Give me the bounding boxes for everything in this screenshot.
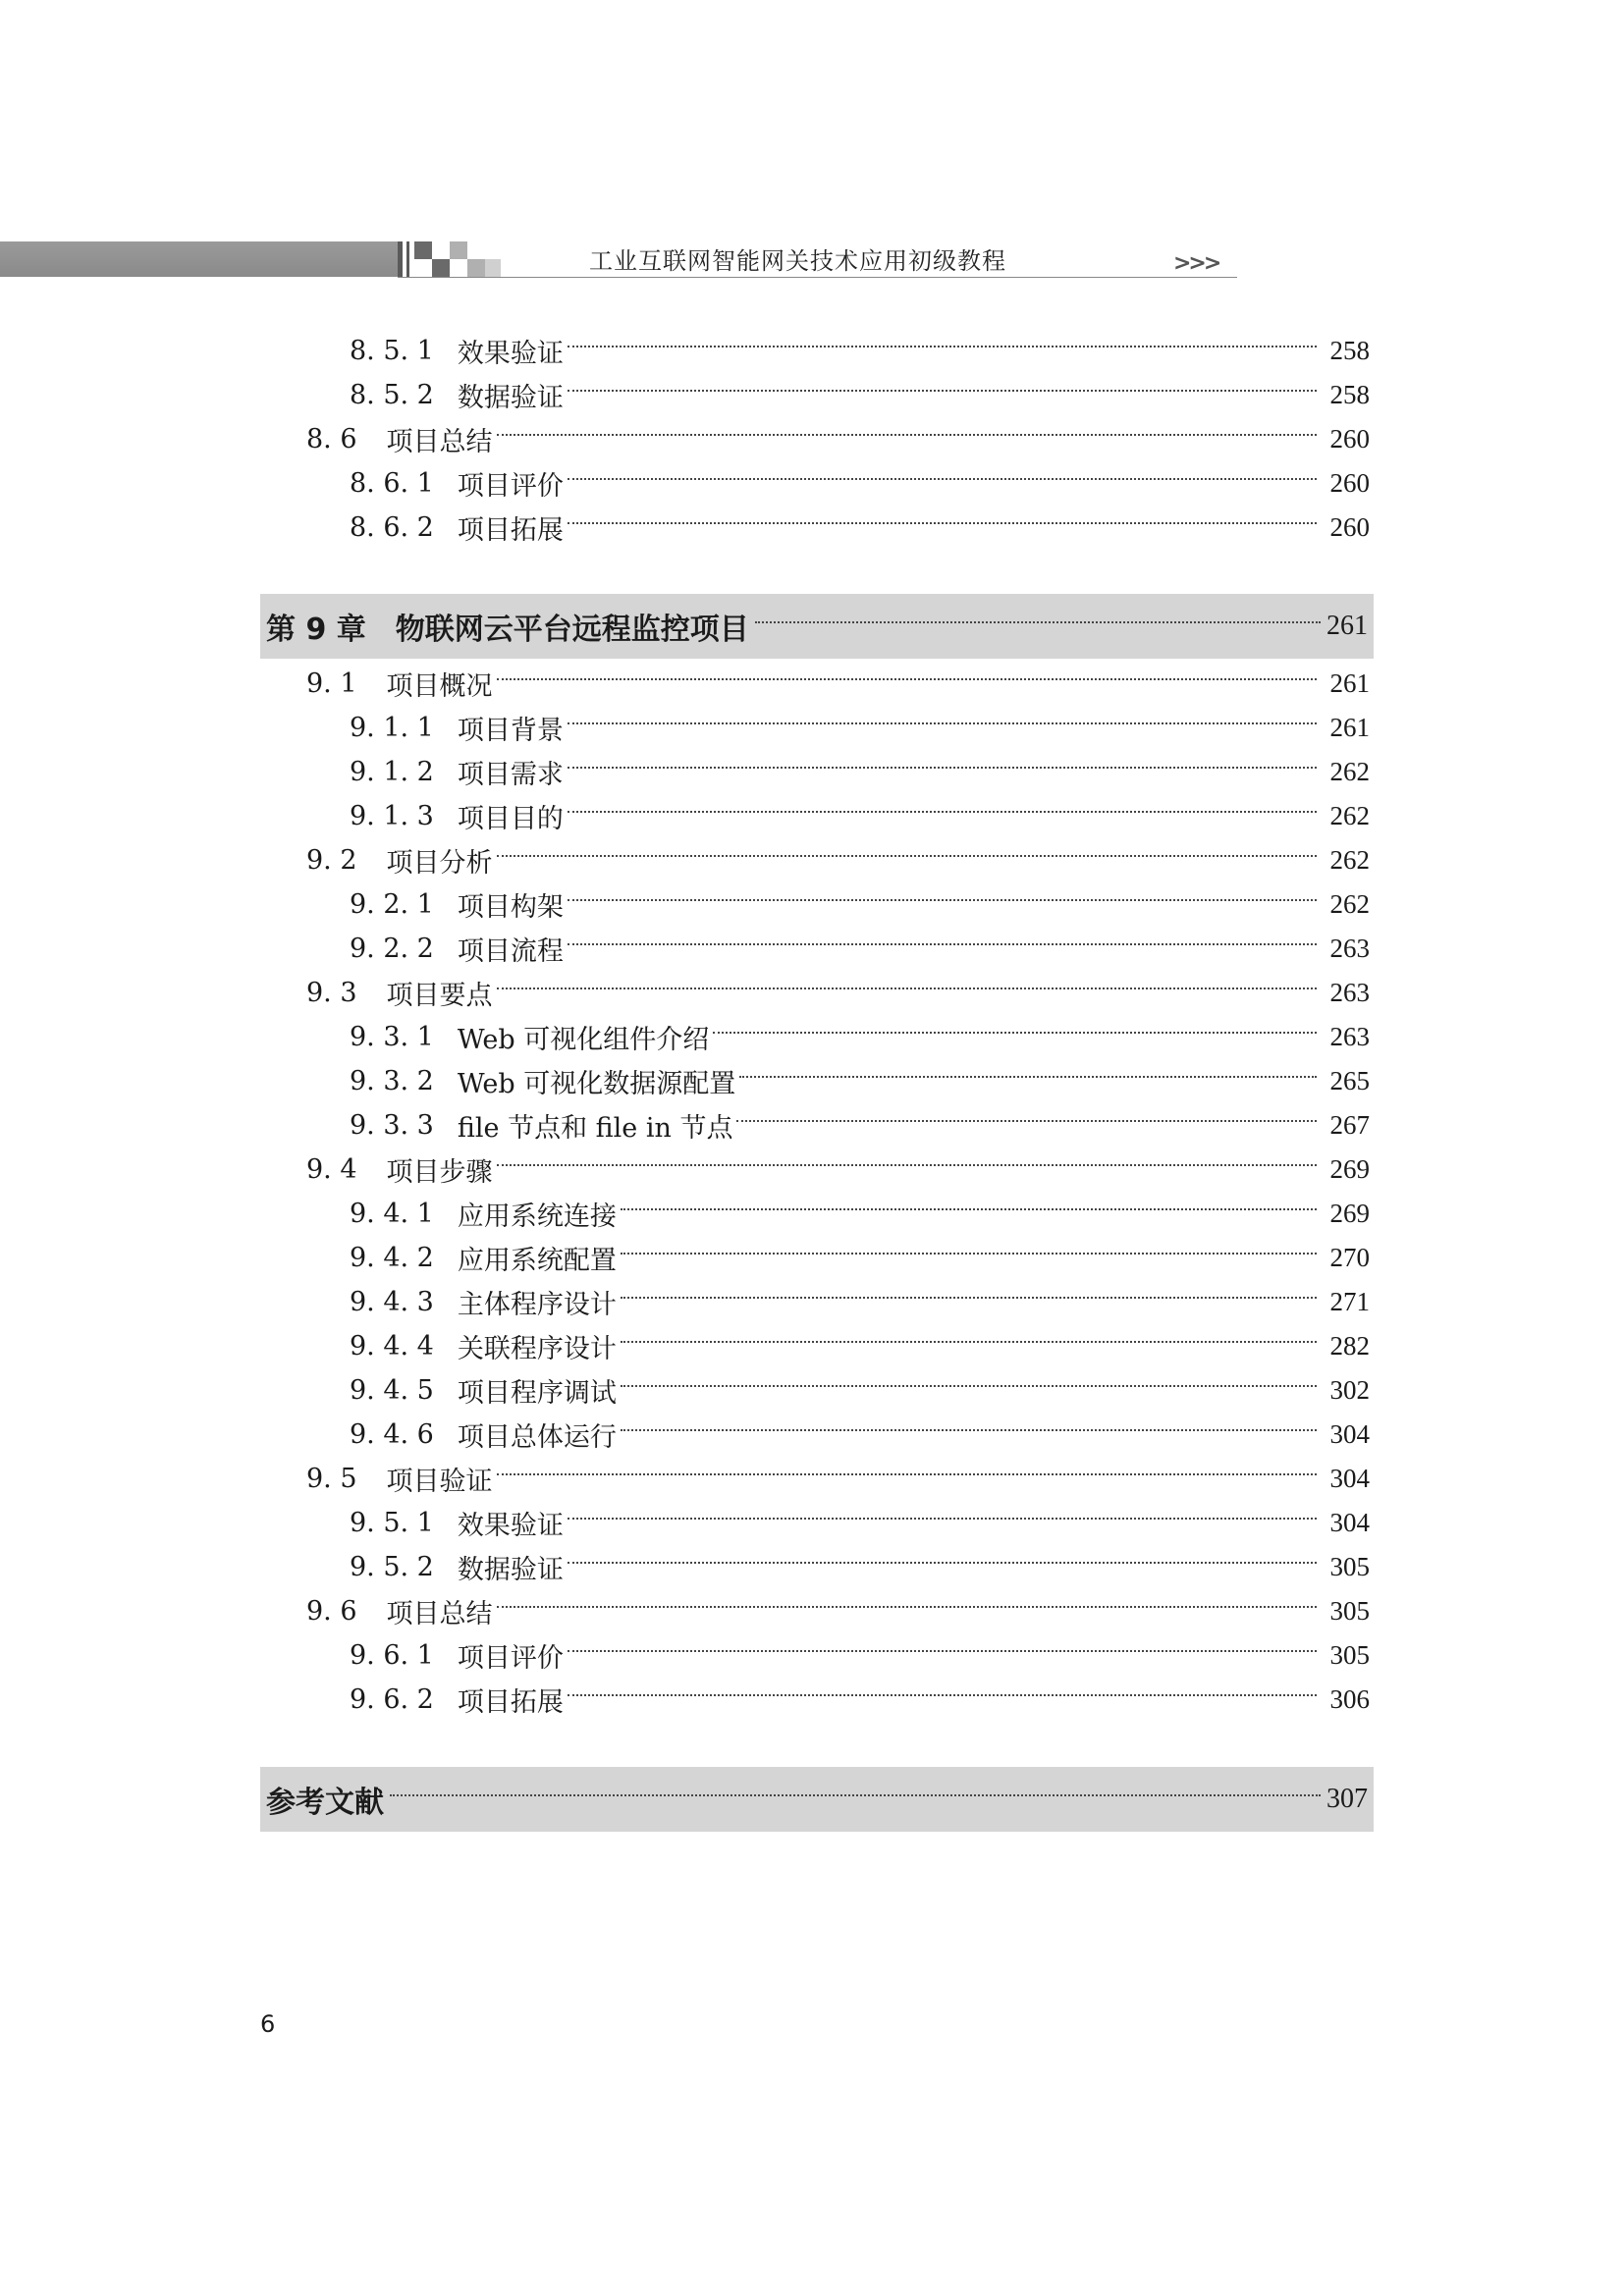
chapter-page: 261: [1326, 611, 1368, 641]
toc-entry-label: 项目拓展: [457, 1686, 564, 1718]
toc-leader-dots: [621, 1341, 1317, 1343]
toc-leader-dots: [621, 1253, 1317, 1255]
toc-entry-page: 270: [1329, 1242, 1370, 1272]
toc-entry[interactable]: [0, 1368, 1623, 1412]
toc-entry-page: 262: [1329, 800, 1370, 830]
toc-entry[interactable]: [0, 373, 1623, 416]
toc-entry-number: 9. 2: [306, 844, 357, 876]
header-arrows-icon: >>>: [1173, 251, 1219, 276]
toc-entry-page: 263: [1329, 1021, 1370, 1051]
toc-entry-page: 267: [1329, 1109, 1370, 1140]
toc-entry-page: 261: [1329, 667, 1370, 698]
toc-entry-page: 302: [1329, 1374, 1370, 1405]
toc-entry-label: 项目背景: [457, 715, 564, 746]
toc-entry-page: 305: [1329, 1551, 1370, 1581]
toc-entry-label: 项目程序调试: [457, 1377, 617, 1409]
toc-entry[interactable]: [0, 794, 1623, 837]
toc-entry-number: 9. 3. 1: [350, 1021, 434, 1052]
toc-entry[interactable]: [0, 1059, 1623, 1102]
toc-entry[interactable]: [0, 329, 1623, 372]
toc-entry-label: 项目要点: [386, 980, 493, 1011]
header-decor-stripe: [398, 241, 403, 277]
chapter-title: 第 9 章 物联网云平台远程监控项目: [266, 613, 749, 647]
toc-entry[interactable]: [0, 1192, 1623, 1235]
toc-leader-dots: [568, 522, 1317, 524]
toc-entry-number: 9. 1. 3: [350, 800, 434, 831]
toc-entry-page: 260: [1329, 423, 1370, 454]
toc-entry[interactable]: [0, 1545, 1623, 1588]
toc-entry-page: 271: [1329, 1286, 1370, 1316]
toc-leader-dots: [713, 1032, 1317, 1034]
toc-entry[interactable]: [0, 1103, 1623, 1147]
toc-entry-number: 9. 6: [306, 1595, 357, 1627]
toc-entry-page: 304: [1329, 1418, 1370, 1449]
toc-entry-page: 269: [1329, 1198, 1370, 1228]
toc-entry-number: 9. 6. 1: [350, 1639, 434, 1671]
toc-leader-dots: [390, 1794, 1321, 1796]
toc-entry-page: 282: [1329, 1330, 1370, 1361]
toc-entry-number: 9. 3: [306, 977, 357, 1008]
toc-entry[interactable]: [0, 1280, 1623, 1323]
toc-entry[interactable]: [0, 1633, 1623, 1677]
toc-entry[interactable]: [0, 461, 1623, 505]
toc-entry-page: 262: [1329, 844, 1370, 875]
toc-entry-number: 8. 5. 2: [350, 379, 434, 410]
toc-leader-dots: [568, 811, 1317, 813]
toc-entry-page: 261: [1329, 712, 1370, 742]
header-decor-square: [467, 259, 485, 277]
toc-entry[interactable]: [0, 1678, 1623, 1721]
toc-entry-number: 9. 4: [306, 1153, 357, 1185]
toc-leader-dots: [568, 478, 1317, 480]
toc-entry-label: 项目总结: [386, 426, 493, 457]
toc-entry-label: 项目总结: [386, 1598, 493, 1629]
toc-entry-number: 9. 2. 2: [350, 933, 434, 964]
toc-leader-dots: [497, 855, 1317, 857]
toc-entry-label: 项目分析: [386, 847, 493, 879]
toc-entry-number: 9. 5: [306, 1463, 357, 1494]
toc-entry[interactable]: [0, 882, 1623, 926]
toc-entry-label: 主体程序设计: [457, 1289, 617, 1320]
toc-entry-number: 9. 3. 3: [350, 1109, 434, 1141]
toc-entry-label: 项目概况: [386, 670, 493, 702]
toc-entry-page: 304: [1329, 1463, 1370, 1493]
toc-leader-dots: [621, 1385, 1317, 1387]
toc-entry-number: 9. 4. 6: [350, 1418, 434, 1450]
toc-entry-number: 8. 6. 2: [350, 511, 434, 543]
toc-leader-dots: [497, 678, 1317, 680]
toc-entry[interactable]: [0, 927, 1623, 970]
toc-entry-label: Web 可视化组件介绍: [457, 1024, 710, 1055]
toc-entry-number: 9. 5. 2: [350, 1551, 434, 1582]
toc-leader-dots: [497, 434, 1317, 436]
page-number: 6: [260, 2010, 276, 2038]
toc-entry-label: 数据验证: [457, 382, 564, 413]
toc-entry-page: 262: [1329, 888, 1370, 919]
toc-leader-dots: [497, 1164, 1317, 1166]
toc-entry-label: 效果验证: [457, 338, 564, 369]
toc-entry-label: 项目目的: [457, 803, 564, 834]
toc-leader-dots: [568, 1694, 1317, 1696]
references-title: 参考文献: [266, 1786, 384, 1820]
toc-leader-dots: [568, 899, 1317, 901]
toc-entry-page: 258: [1329, 335, 1370, 365]
toc-leader-dots: [755, 621, 1321, 623]
toc-entry-number: 9. 1. 2: [350, 756, 434, 787]
references-page: 307: [1326, 1784, 1368, 1814]
toc-entry[interactable]: [0, 417, 1623, 460]
header-decor-square: [432, 259, 450, 277]
toc-leader-dots: [739, 1076, 1317, 1078]
toc-entry-number: 9. 1: [306, 667, 357, 699]
toc-entry[interactable]: [0, 838, 1623, 881]
header-decor-bar: [0, 241, 398, 277]
toc-entry-page: 260: [1329, 467, 1370, 498]
toc-entry-page: 305: [1329, 1639, 1370, 1670]
toc-leader-dots: [568, 767, 1317, 769]
toc-entry-number: 9. 3. 2: [350, 1065, 434, 1096]
toc-leader-dots: [621, 1297, 1317, 1299]
toc-entry[interactable]: [0, 1589, 1623, 1632]
toc-entry-label: 项目评价: [457, 470, 564, 502]
toc-entry-number: 9. 4. 2: [350, 1242, 434, 1273]
toc-entry[interactable]: [0, 1236, 1623, 1279]
toc-entry[interactable]: [0, 1324, 1623, 1367]
toc-entry-page: 305: [1329, 1595, 1370, 1626]
toc-entry-label: 项目总体运行: [457, 1421, 617, 1453]
toc-entry[interactable]: [0, 971, 1623, 1014]
toc-entry-page: 260: [1329, 511, 1370, 542]
toc-entry-label: file 节点和 file in 节点: [457, 1112, 733, 1144]
toc-entry-page: 269: [1329, 1153, 1370, 1184]
toc-entry[interactable]: [0, 706, 1623, 749]
toc-entry-number: 9. 6. 2: [350, 1683, 434, 1715]
toc-entry-label: 应用系统连接: [457, 1201, 617, 1232]
toc-leader-dots: [568, 1650, 1317, 1652]
toc-entry-label: 项目步骤: [386, 1156, 493, 1188]
toc-entry[interactable]: [0, 1148, 1623, 1191]
toc-entry[interactable]: [0, 1501, 1623, 1544]
toc-entry-label: 项目需求: [457, 759, 564, 790]
toc-entry-page: 265: [1329, 1065, 1370, 1095]
toc-entry-page: 263: [1329, 933, 1370, 963]
running-header-title: 工业互联网智能网关技术应用初级教程: [589, 247, 1006, 275]
toc-entry-number: 9. 1. 1: [350, 712, 434, 743]
toc-entry[interactable]: [0, 662, 1623, 705]
toc-entry-number: 8. 6. 1: [350, 467, 434, 499]
header-decor-square: [485, 259, 501, 277]
toc-entry-number: 8. 6: [306, 423, 357, 454]
toc-entry-page: 262: [1329, 756, 1370, 786]
header-rule: [398, 277, 1237, 278]
toc-entry[interactable]: [0, 750, 1623, 793]
toc-leader-dots: [568, 722, 1317, 724]
header-decor-stripe: [406, 241, 409, 277]
toc-entry-number: 9. 2. 1: [350, 888, 434, 920]
toc-entry-number: 9. 4. 1: [350, 1198, 434, 1229]
toc-chapter-9[interactable]: [260, 594, 1374, 659]
toc-leader-dots: [568, 346, 1317, 347]
toc-entry[interactable]: [0, 1015, 1623, 1058]
toc-entry-label: 项目验证: [386, 1466, 493, 1497]
toc-entry-label: 项目评价: [457, 1642, 564, 1674]
toc-entry-page: 263: [1329, 977, 1370, 1007]
toc-leader-dots: [497, 1473, 1317, 1475]
toc-entry-page: 306: [1329, 1683, 1370, 1714]
toc-leader-dots: [736, 1120, 1317, 1122]
toc-entry-number: 8. 5. 1: [350, 335, 434, 366]
toc-entry-number: 9. 4. 4: [350, 1330, 434, 1362]
toc-entry-label: 效果验证: [457, 1510, 564, 1541]
toc-entry[interactable]: [0, 1413, 1623, 1456]
toc-entry-label: 关联程序设计: [457, 1333, 617, 1364]
toc-leader-dots: [568, 1518, 1317, 1520]
toc-leader-dots: [621, 1208, 1317, 1210]
toc-leader-dots: [497, 1606, 1317, 1608]
toc-entry-label: 项目拓展: [457, 514, 564, 546]
toc-entry-page: 304: [1329, 1507, 1370, 1537]
toc-entry-label: 项目流程: [457, 935, 564, 967]
toc-entry-number: 9. 4. 3: [350, 1286, 434, 1317]
toc-references[interactable]: [260, 1767, 1374, 1832]
toc-leader-dots: [497, 988, 1317, 989]
toc-entry-label: Web 可视化数据源配置: [457, 1068, 736, 1099]
toc-entry-label: 项目构架: [457, 891, 564, 923]
toc-entry-number: 9. 5. 1: [350, 1507, 434, 1538]
toc-entry-label: 应用系统配置: [457, 1245, 617, 1276]
toc-entry[interactable]: [0, 1457, 1623, 1500]
toc-entry-page: 258: [1329, 379, 1370, 409]
header-decor-square: [450, 241, 467, 259]
toc-entry-label: 数据验证: [457, 1554, 564, 1585]
toc-leader-dots: [568, 943, 1317, 945]
toc-leader-dots: [621, 1429, 1317, 1431]
header-decor-square: [414, 241, 432, 259]
toc-entry[interactable]: [0, 506, 1623, 549]
toc-leader-dots: [568, 390, 1317, 392]
toc-leader-dots: [568, 1562, 1317, 1564]
toc-entry-number: 9. 4. 5: [350, 1374, 434, 1406]
